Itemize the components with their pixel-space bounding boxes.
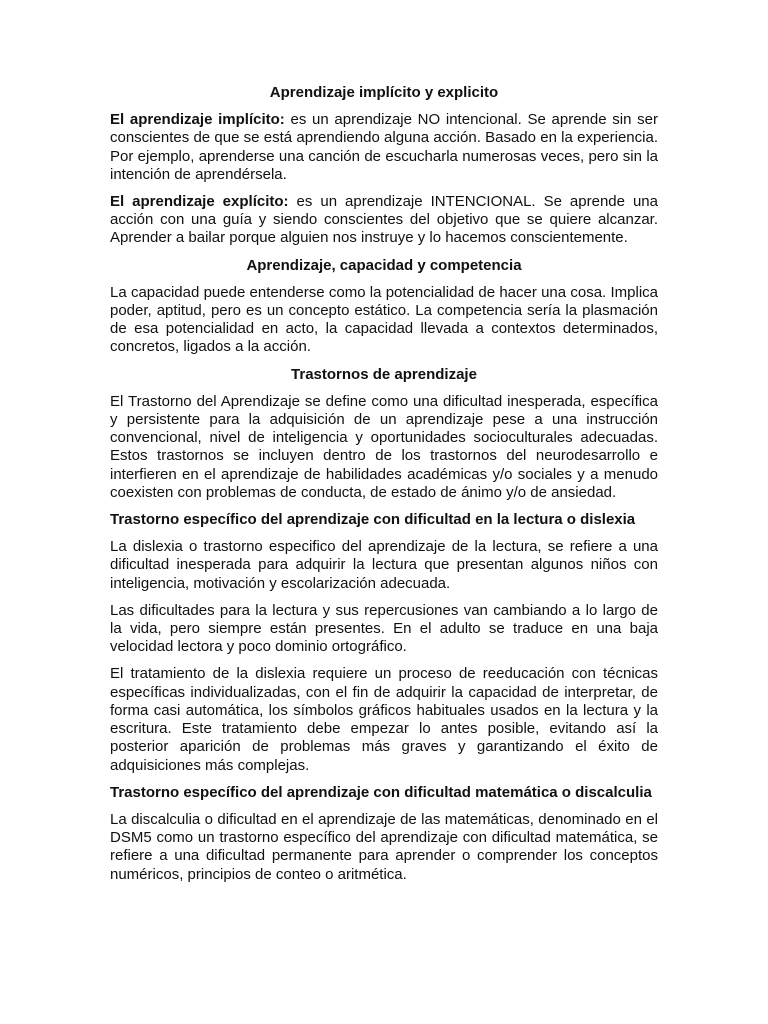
dyslexia-paragraph-2: Las dificultades para la lectura y sus repercusiones van cambiando a lo largo de la vida, pero siempre están presentes. En el adulto se traduce en una baja velocidad lectora y poco dominio ortográfico. [110, 601, 658, 656]
dyslexia-heading: Trastorno específico del aprendizaje con dificultad en la lectura o dislexia [110, 511, 636, 529]
capacity-heading: Aprendizaje, capacidad y competencia [246, 256, 522, 274]
explicit-learning-label: El aprendizaje explícito: [110, 193, 289, 211]
dyslexia-paragraph-1: La dislexia o trastorno especifico del aprendizaje de la lectura, se refiere a una dificultad inesperada para adquirir la lectura que presentan algunos niños con inteligencia, motivación y escolarización adecuada. [110, 538, 658, 592]
implicit-learning-label: El aprendizaje implícito: [110, 111, 285, 129]
capacity-paragraph: La capacidad puede entenderse como la potencialidad de hacer una cosa. Implica poder, aptitud, pero es un concepto estático. La competencia sería la plasmación de esa potencialidad en acto, la capacidad llevada a contextos determinados, concretos, ligados a la acción. [110, 283, 658, 356]
dyscalculia-heading: Trastorno específico del aprendizaje con dificultad matemática o discalculia [110, 783, 652, 801]
implicit-learning-paragraph [110, 111, 658, 184]
disorders-paragraph: El Trastorno del Aprendizaje se define como una dificultad inesperada, específica y persistente para la adquisición de un aprendizaje pese a una instrucción convencional, nivel de inteligencia y oportunidades socioculturales adecuadas. Estos trastornos se incluyen dentro de los trastornos del neurodesarrollo e interfieren en el aprendizaje de habilidades académicas y/o sociales y a menudo coexisten con problemas de conducta, de estado de ánimo y/o de ansiedad. [110, 392, 658, 501]
dyscalculia-paragraph: La discalculia o dificultad en el aprendizaje de las matemáticas, denominado en el DSM5 como un trastorno específico del aprendizaje con dificultad matemática, se refiere a una dificultad permanente para aprender o comprender los conceptos numéricos, principios de conteo o aritmética. [110, 810, 658, 883]
dyslexia-paragraph-3: El tratamiento de la dislexia requiere un proceso de reeducación con técnicas específicas individualizadas, con el fin de adquirir la capacidad de interpretar, de forma casi automática, los símbolos gráficos habituales usados en la lectura y la escritura. Este tratamiento debe empezar lo antes posible, evitando así la posterior aparición de problemas más graves y garantizando el éxito de adquisiciones más complejas. [110, 665, 658, 774]
document-title: Aprendizaje implícito y explicito [269, 84, 499, 101]
document-body [110, 84, 658, 884]
disorders-heading: Trastornos de aprendizaje [291, 365, 477, 383]
implicit-learning-text: es un aprendizaje NO intencional. Se aprende sin ser conscientes de que se está aprendiendo alguna acción. Basado en la experiencia. Por ejemplo, aprenderse una canción de escucharla numerosas veces, pero sin la intención de aprendérsela. [110, 111, 658, 183]
explicit-learning-text: es un aprendizaje INTENCIONAL. Se aprende una acción con una guía y siendo conscientes del objetivo que se quiere alcanzar. Aprender a bailar porque alguien nos instruye y lo hacemos conscientemente. [110, 193, 658, 247]
explicit-learning-paragraph [110, 193, 658, 248]
